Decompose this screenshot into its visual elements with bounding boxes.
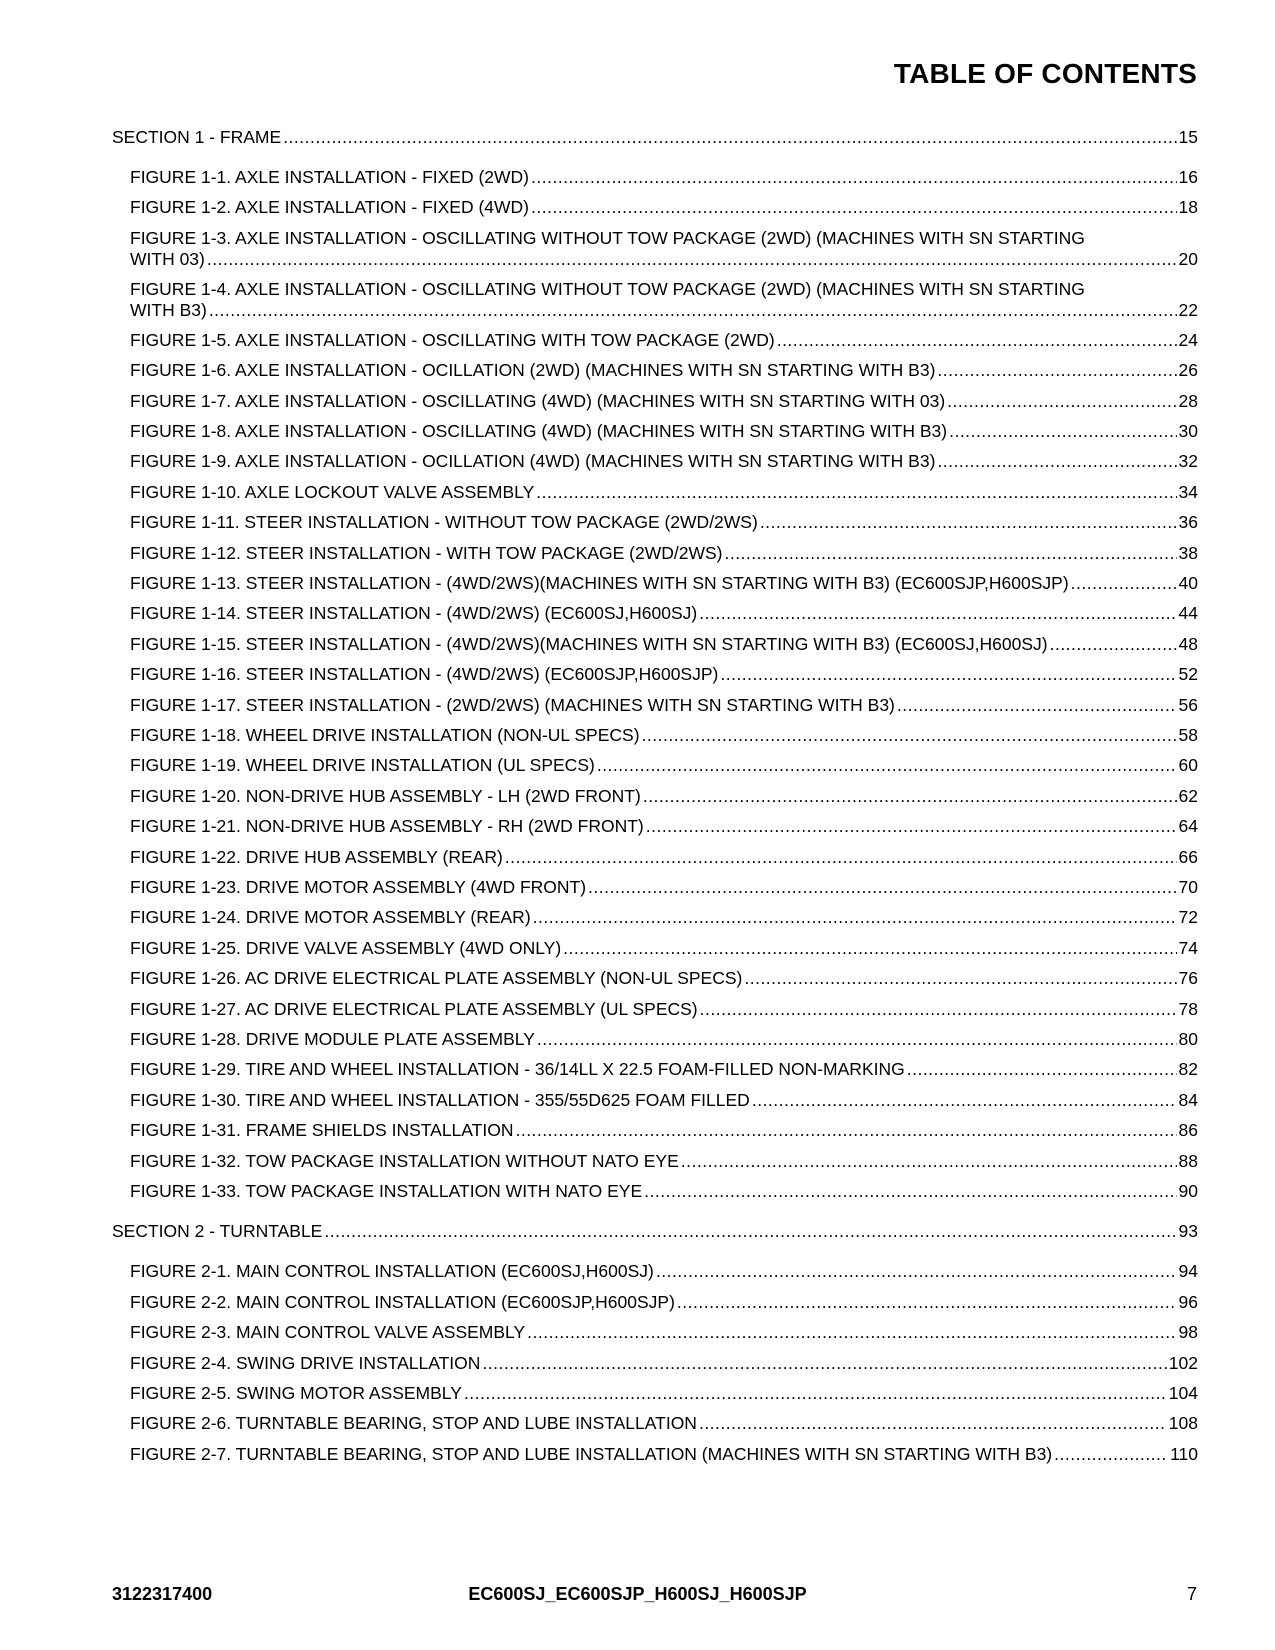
toc-entry-page: 72 xyxy=(1178,907,1198,928)
toc-figure-entry[interactable] xyxy=(130,816,1198,837)
dot-leader xyxy=(324,1221,1176,1242)
dot-leader xyxy=(681,1151,1177,1172)
toc-figure-entry[interactable] xyxy=(130,999,1198,1020)
toc-entry-title: FIGURE 2-7. TURNTABLE BEARING, STOP AND LUBE INSTALLATION (MACHINES WITH SN STARTING WITH B3) xyxy=(130,1443,1053,1464)
toc-figure-entry[interactable] xyxy=(130,1181,1198,1202)
toc-figure-entry[interactable] xyxy=(130,197,1198,218)
toc-entry-title: FIGURE 1-30. TIRE AND WHEEL INSTALLATION - 355/55D625 FOAM FILLED xyxy=(130,1089,750,1110)
toc-figure-entry[interactable] xyxy=(130,1322,1198,1343)
toc-entry-page: 48 xyxy=(1178,633,1198,654)
footer-page-number: 7 xyxy=(1186,1584,1197,1604)
dot-leader xyxy=(937,360,1176,381)
dot-leader xyxy=(533,907,1177,928)
footer-doc-number: 3122317400 xyxy=(112,1584,213,1604)
toc-figure-entry[interactable] xyxy=(130,1413,1198,1434)
toc-figure-entry[interactable] xyxy=(130,938,1198,959)
dot-leader xyxy=(207,249,1177,270)
toc-entry-page: 28 xyxy=(1178,390,1198,411)
toc-figure-entry[interactable] xyxy=(130,725,1198,746)
toc-entry-title: SECTION 2 - TURNTABLE xyxy=(112,1221,323,1242)
toc-entry-page: 76 xyxy=(1178,968,1198,989)
toc-entry-title: FIGURE 2-5. SWING MOTOR ASSEMBLY xyxy=(130,1383,462,1403)
dot-leader xyxy=(777,330,1177,351)
dot-leader xyxy=(949,421,1176,442)
dot-leader xyxy=(643,786,1177,807)
toc-entry-title: FIGURE 1-14. STEER INSTALLATION - (4WD/2WS) (EC600SJ,H600SJ) xyxy=(130,603,698,624)
toc-entry-page: 36 xyxy=(1178,512,1198,533)
toc-entry-title: FIGURE 2-4. SWING DRIVE INSTALLATION xyxy=(130,1352,481,1373)
toc-figure-entry[interactable] xyxy=(130,1029,1198,1050)
toc-entry-title: FIGURE 1-32. TOW PACKAGE INSTALLATION WITHOUT NATO EYE xyxy=(130,1150,679,1171)
toc-entry-page: 80 xyxy=(1178,1029,1198,1049)
toc-entry-page: 62 xyxy=(1178,785,1198,806)
toc-entry-title: FIGURE 1-27. AC DRIVE ELECTRICAL PLATE ASSEMBLY (UL SPECS) xyxy=(130,998,698,1019)
toc-entry-page: 16 xyxy=(1178,167,1198,187)
toc-entry-page: 102 xyxy=(1168,1352,1198,1373)
toc-figure-entry[interactable] xyxy=(130,1444,1198,1465)
toc-figure-entry[interactable] xyxy=(130,786,1198,807)
toc-entry-page: 104 xyxy=(1168,1383,1198,1403)
toc-entry-title: FIGURE 1-17. STEER INSTALLATION - (2WD/2WS) (MACHINES WITH SN STARTING WITH B3) xyxy=(130,694,895,715)
toc-entry-title: FIGURE 1-16. STEER INSTALLATION - (4WD/2WS) (EC600SJP,H600SJP) xyxy=(130,664,719,685)
dot-leader xyxy=(720,664,1176,685)
dot-leader xyxy=(537,1029,1177,1050)
dot-leader xyxy=(515,1120,1176,1141)
toc-entry-page: 20 xyxy=(1178,248,1198,269)
dot-leader xyxy=(752,1090,1177,1111)
toc-entry-page: 15 xyxy=(1178,127,1198,147)
toc-entry-page: 64 xyxy=(1178,816,1198,837)
toc-figure-entry[interactable] xyxy=(130,634,1198,655)
dot-leader xyxy=(482,1353,1166,1374)
dot-leader xyxy=(699,603,1176,624)
toc-figure-entry[interactable] xyxy=(130,279,1198,321)
toc-figure-entry[interactable] xyxy=(130,451,1198,472)
toc-entry-title-line1: FIGURE 1-4. AXLE INSTALLATION - OSCILLATING WITHOUT TOW PACKAGE (2WD) (MACHINES WITH SN STARTING xyxy=(130,278,1085,299)
toc-figure-entry[interactable] xyxy=(130,228,1198,270)
toc-entry-page: 30 xyxy=(1178,421,1198,441)
toc-entry-title: FIGURE 1-13. STEER INSTALLATION - (4WD/2WS)(MACHINES WITH SN STARTING WITH B3) (EC600SJP,H600SJP) xyxy=(130,573,1069,593)
toc-entry-page: 66 xyxy=(1178,846,1198,867)
dot-leader xyxy=(464,1383,1167,1404)
toc-figure-entry[interactable] xyxy=(130,421,1198,442)
toc-entry-page: 98 xyxy=(1178,1322,1198,1343)
toc-entry-title: FIGURE 1-18. WHEEL DRIVE INSTALLATION (NON-UL SPECS) xyxy=(130,725,640,745)
toc-entry-page: 96 xyxy=(1178,1291,1198,1312)
toc-entry-title: FIGURE 1-8. AXLE INSTALLATION - OSCILLATING (4WD) (MACHINES WITH SN STARTING WITH B3) xyxy=(130,421,948,441)
dot-leader xyxy=(947,391,1176,412)
toc-figure-entry[interactable] xyxy=(130,543,1198,564)
dot-leader xyxy=(646,816,1177,837)
toc-figure-entry[interactable] xyxy=(130,1120,1198,1141)
page-title: TABLE OF CONTENTS xyxy=(893,58,1197,89)
toc-figure-entry[interactable] xyxy=(130,603,1198,624)
dot-leader xyxy=(563,938,1176,959)
dot-leader xyxy=(897,695,1177,716)
toc-entry-title: FIGURE 1-15. STEER INSTALLATION - (4WD/2WS)(MACHINES WITH SN STARTING WITH B3) (EC600SJ,H600SJ) xyxy=(130,633,1048,654)
toc-entry-title: FIGURE 1-9. AXLE INSTALLATION - OCILLATION (4WD) (MACHINES WITH SN STARTING WITH B3) xyxy=(130,451,936,472)
dot-leader xyxy=(724,543,1176,564)
toc-entry-title: FIGURE 2-2. MAIN CONTROL INSTALLATION (EC600SJP,H600SJP) xyxy=(130,1291,675,1312)
dot-leader xyxy=(760,512,1177,533)
dot-leader xyxy=(531,167,1177,188)
toc-figure-entry[interactable] xyxy=(130,360,1198,381)
toc-entry-title: FIGURE 2-1. MAIN CONTROL INSTALLATION (EC600SJ,H600SJ) xyxy=(130,1261,654,1282)
toc-figure-entry[interactable] xyxy=(130,1090,1198,1111)
toc-entry-page: 108 xyxy=(1168,1413,1198,1434)
toc-figure-entry[interactable] xyxy=(130,391,1198,412)
toc-entry-title: FIGURE 1-25. DRIVE VALVE ASSEMBLY (4WD ONLY) xyxy=(130,937,562,958)
toc-entry-page: 34 xyxy=(1178,481,1198,502)
dot-leader xyxy=(907,1059,1177,1080)
toc-entry-title: FIGURE 1-12. STEER INSTALLATION - WITH TOW PACKAGE (2WD/2WS) xyxy=(130,542,723,563)
toc-figure-entry[interactable] xyxy=(130,330,1198,351)
toc-entry-title: SECTION 1 - FRAME xyxy=(112,127,282,147)
footer-models: EC600SJ_EC600SJP_H600SJ_H600SJP xyxy=(468,1584,807,1604)
toc-figure-entry[interactable] xyxy=(130,167,1198,188)
toc-figure-entry[interactable] xyxy=(130,1353,1198,1374)
dot-leader xyxy=(1054,1444,1168,1465)
dot-leader xyxy=(656,1261,1177,1282)
toc-entry-page: 110 xyxy=(1170,1443,1198,1464)
toc-entry-page: 38 xyxy=(1178,542,1198,563)
dot-leader xyxy=(1071,573,1177,594)
toc-entry-title: FIGURE 1-24. DRIVE MOTOR ASSEMBLY (REAR) xyxy=(130,907,531,928)
dot-leader xyxy=(937,451,1176,472)
toc-entry-title: FIGURE 1-26. AC DRIVE ELECTRICAL PLATE ASSEMBLY (NON-UL SPECS) xyxy=(130,968,743,989)
dot-leader xyxy=(644,1181,1176,1202)
toc-entry-title: FIGURE 1-6. AXLE INSTALLATION - OCILLATION (2WD) (MACHINES WITH SN STARTING WITH B3) xyxy=(130,360,936,381)
toc-entry-page: 74 xyxy=(1178,937,1198,958)
toc-entry-page: 32 xyxy=(1178,451,1198,472)
toc-entry-title: FIGURE 1-22. DRIVE HUB ASSEMBLY (REAR) xyxy=(130,846,503,867)
toc-entry-title: FIGURE 1-7. AXLE INSTALLATION - OSCILLATING (4WD) (MACHINES WITH SN STARTING WITH 03) xyxy=(130,390,946,411)
toc-figure-entry[interactable] xyxy=(130,847,1198,868)
toc-entry-page: 78 xyxy=(1178,998,1198,1019)
toc-entry-page: 70 xyxy=(1178,877,1198,897)
dot-leader xyxy=(209,300,1177,321)
toc-entry-title-line1: FIGURE 1-3. AXLE INSTALLATION - OSCILLATING WITHOUT TOW PACKAGE (2WD) (MACHINES WITH SN STARTING xyxy=(130,227,1085,248)
toc-entry-page: 58 xyxy=(1178,725,1198,745)
toc-entry-title: FIGURE 1-1. AXLE INSTALLATION - FIXED (2WD) xyxy=(130,167,530,187)
toc-entry-title: FIGURE 1-21. NON-DRIVE HUB ASSEMBLY - RH (2WD FRONT) xyxy=(130,816,644,837)
toc-section-entry[interactable] xyxy=(112,127,1198,148)
dot-leader xyxy=(642,725,1177,746)
toc-entry-title: FIGURE 2-6. TURNTABLE BEARING, STOP AND LUBE INSTALLATION xyxy=(130,1413,697,1434)
dot-leader xyxy=(588,877,1176,898)
toc-entry-page: 88 xyxy=(1178,1150,1198,1171)
dot-leader xyxy=(1050,634,1177,655)
toc-entry-page: 52 xyxy=(1178,664,1198,685)
toc-entry-title: FIGURE 1-33. TOW PACKAGE INSTALLATION WITH NATO EYE xyxy=(130,1181,643,1201)
toc-figure-entry[interactable] xyxy=(130,1383,1198,1404)
toc-figure-entry[interactable] xyxy=(130,968,1198,989)
toc-figure-entry[interactable] xyxy=(130,512,1198,533)
toc-entry-page: 26 xyxy=(1178,360,1198,381)
toc-entry-title: FIGURE 1-10. AXLE LOCKOUT VALVE ASSEMBLY xyxy=(130,481,535,502)
dot-leader xyxy=(283,127,1176,148)
toc-section-entry[interactable] xyxy=(112,1221,1198,1242)
toc-figure-entry[interactable] xyxy=(130,482,1198,503)
dot-leader xyxy=(677,1292,1177,1313)
toc-entry-page: 93 xyxy=(1178,1221,1198,1242)
toc-entry-page: 82 xyxy=(1178,1059,1198,1080)
toc-entry-page: 18 xyxy=(1178,197,1198,218)
dot-leader xyxy=(597,755,1177,776)
toc-entry-title: FIGURE 1-19. WHEEL DRIVE INSTALLATION (UL SPECS) xyxy=(130,755,595,776)
toc-entry-page: 86 xyxy=(1178,1120,1198,1141)
toc-entry-page: 90 xyxy=(1178,1181,1198,1201)
toc-entry-title: WITH B3) xyxy=(130,299,207,320)
dot-leader xyxy=(744,968,1176,989)
toc-entry-page: 22 xyxy=(1178,299,1198,320)
toc-entry-title: FIGURE 1-29. TIRE AND WHEEL INSTALLATION - 36/14LL X 22.5 FOAM-FILLED NON-MARKING xyxy=(130,1059,905,1080)
toc-figure-entry[interactable] xyxy=(130,1292,1198,1313)
toc-entry-page: 60 xyxy=(1178,755,1198,776)
toc-entry-title: FIGURE 1-20. NON-DRIVE HUB ASSEMBLY - LH (2WD FRONT) xyxy=(130,785,641,806)
toc-entry-page: 94 xyxy=(1178,1261,1198,1282)
toc-figure-entry[interactable] xyxy=(130,664,1198,685)
dot-leader xyxy=(531,197,1177,218)
dot-leader xyxy=(536,482,1176,503)
toc-entry-title: FIGURE 1-28. DRIVE MODULE PLATE ASSEMBLY xyxy=(130,1029,535,1049)
toc-figure-entry[interactable] xyxy=(130,1059,1198,1080)
toc-entry-title: FIGURE 1-23. DRIVE MOTOR ASSEMBLY (4WD FRONT) xyxy=(130,877,587,897)
toc-figure-entry[interactable] xyxy=(130,755,1198,776)
toc-entry-page: 40 xyxy=(1178,573,1198,593)
toc-entry-title: FIGURE 1-11. STEER INSTALLATION - WITHOUT TOW PACKAGE (2WD/2WS) xyxy=(130,512,758,533)
dot-leader xyxy=(700,999,1177,1020)
toc-figure-entry[interactable] xyxy=(130,877,1198,898)
dot-leader xyxy=(699,1413,1167,1434)
toc-figure-entry[interactable] xyxy=(130,573,1198,594)
toc-figure-entry[interactable] xyxy=(130,1151,1198,1172)
toc-figure-entry[interactable] xyxy=(130,907,1198,928)
toc-entry-page: 24 xyxy=(1178,329,1198,350)
toc-entry-page: 56 xyxy=(1178,694,1198,715)
toc-figure-entry[interactable] xyxy=(130,695,1198,716)
toc-figure-entry[interactable] xyxy=(130,1261,1198,1282)
dot-leader xyxy=(527,1322,1176,1343)
toc-entry-title: WITH 03) xyxy=(130,248,205,269)
toc-entry-page: 84 xyxy=(1178,1089,1198,1110)
dot-leader xyxy=(505,847,1177,868)
toc-entry-title: FIGURE 1-5. AXLE INSTALLATION - OSCILLATING WITH TOW PACKAGE (2WD) xyxy=(130,329,775,350)
toc-entry-title: FIGURE 2-3. MAIN CONTROL VALVE ASSEMBLY xyxy=(130,1322,526,1343)
toc-entry-title: FIGURE 1-2. AXLE INSTALLATION - FIXED (4WD) xyxy=(130,197,530,218)
toc-entry-title: FIGURE 1-31. FRAME SHIELDS INSTALLATION xyxy=(130,1120,514,1141)
toc-entry-page: 44 xyxy=(1178,603,1198,624)
